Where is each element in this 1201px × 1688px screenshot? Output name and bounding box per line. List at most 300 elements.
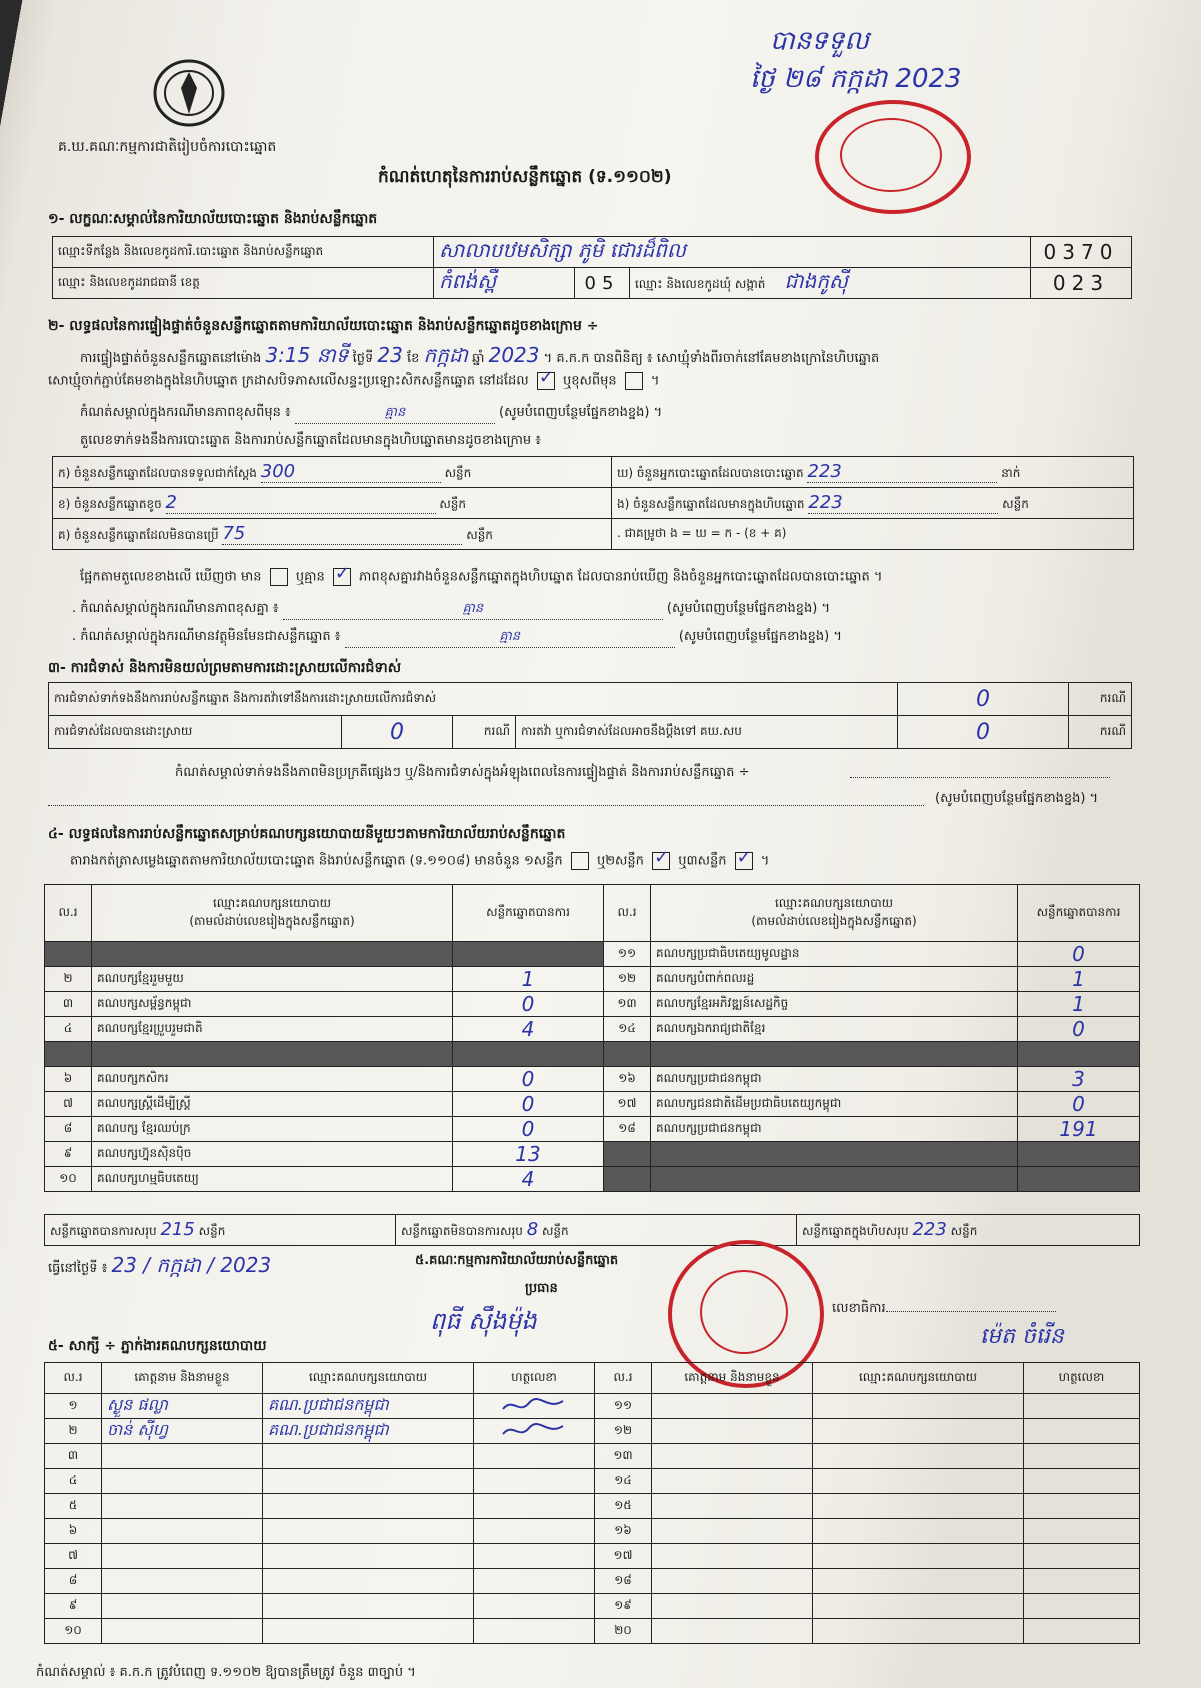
results-votes-left: 0 bbox=[453, 1092, 604, 1117]
results-votes-left: 0 bbox=[453, 1117, 604, 1142]
results-row bbox=[45, 942, 1140, 967]
witness-sign-right bbox=[1024, 1394, 1140, 1419]
remark3-line bbox=[72, 628, 842, 648]
witness-col-no-right: ល.រ bbox=[595, 1363, 652, 1394]
witness-sign-right bbox=[1024, 1544, 1140, 1569]
witness-no-right: ១៣ bbox=[595, 1444, 652, 1469]
total-valid-unit: សន្លឹក bbox=[198, 1224, 226, 1238]
witness-row bbox=[45, 1419, 1140, 1444]
results-party-left: គណបក្ស ខ្មែរឈប់ក្រ bbox=[92, 1117, 453, 1142]
results-col-votes-right: សន្លឹកឆ្នោតបានការ bbox=[1018, 885, 1140, 942]
results-votes-left bbox=[453, 942, 604, 967]
witness-col-name-right: គោត្តនាម និងនាមខ្លួន bbox=[652, 1363, 813, 1394]
verify-time: 3:15 នាទី bbox=[265, 343, 349, 367]
witness-name-right bbox=[652, 1594, 813, 1619]
results-no-right: ១៨ bbox=[604, 1117, 651, 1142]
note-line-1 bbox=[850, 777, 1110, 778]
witness-body bbox=[45, 1394, 1140, 1644]
results-row bbox=[45, 1142, 1140, 1167]
witness-party-right bbox=[813, 1394, 1024, 1419]
results-row bbox=[45, 1092, 1140, 1117]
results-col-party-left-sub: (តាមលំដាប់លេខរៀងក្នុងសន្លឹកឆ្នោត) bbox=[189, 914, 355, 928]
verify-line2-or: ឬខុសពីមុន bbox=[562, 373, 617, 389]
province-value: កំពង់ស្ពឺ bbox=[434, 268, 575, 299]
org-name: គ.ឃ.គណៈកម្មការជាតិរៀបចំការបោះឆ្នោត bbox=[58, 139, 277, 155]
results-votes-right: 0 bbox=[1018, 1017, 1140, 1042]
results-party-right bbox=[651, 1142, 1018, 1167]
witness-name-left bbox=[102, 1469, 263, 1494]
witness-name-right bbox=[652, 1569, 813, 1594]
witness-sign-left bbox=[474, 1544, 595, 1569]
province-code: 05 bbox=[575, 268, 630, 299]
verify-month-label: ខែ bbox=[406, 351, 420, 366]
results-col-no-left: ល.រ bbox=[45, 885, 92, 942]
results-party-right bbox=[651, 1167, 1018, 1192]
witness-name-left bbox=[102, 1594, 263, 1619]
verify-day-label: ថ្ងៃទី bbox=[352, 351, 374, 366]
witness-sign-right bbox=[1024, 1594, 1140, 1619]
count-c-value: 75 bbox=[222, 523, 462, 545]
remark1-value: គ្មាន bbox=[295, 404, 495, 424]
results-votes-right: 191 bbox=[1018, 1117, 1140, 1142]
total-invalid-unit: សន្លឹក bbox=[541, 1224, 569, 1238]
results-votes-right: 0 bbox=[1018, 1092, 1140, 1117]
remark3-hint: (សូមបំពេញបន្ថែមផ្នែកខាងខ្នង) ។ bbox=[678, 629, 842, 644]
results-no-right: ១១ bbox=[604, 942, 651, 967]
done-label: ធ្វើនៅថ្ងៃទី ៖ bbox=[48, 1261, 108, 1276]
results-votes-right: 0 bbox=[1018, 942, 1140, 967]
witness-name-right bbox=[652, 1544, 813, 1569]
copies-3-checkbox[interactable] bbox=[735, 852, 753, 870]
verify-line1 bbox=[80, 342, 879, 372]
total-valid: 215 bbox=[160, 1219, 195, 1240]
resolved-value: 0 bbox=[342, 716, 453, 749]
witness-party-left: គណ.ប្រជាជនកម្ពុជា bbox=[263, 1419, 474, 1444]
results-row bbox=[45, 967, 1140, 992]
witness-party-left bbox=[263, 1444, 474, 1469]
witness-name-right bbox=[652, 1494, 813, 1519]
results-body bbox=[45, 942, 1140, 1192]
remark2-label: . កំណត់សម្គាល់ក្នុងករណីមានភាពខុសគ្នា ៖ bbox=[72, 601, 279, 616]
witness-sign-left bbox=[474, 1394, 595, 1419]
copies-or2: ឬ២សន្លឹក bbox=[596, 853, 644, 869]
section3-heading: ៣- ការជំទាស់ និងការមិនយល់ព្រមតាមការដោះស្រាយលើការជំទាស់ bbox=[48, 660, 402, 676]
witness-name-left bbox=[102, 1569, 263, 1594]
results-party-right: គណបក្សឯករាជ្យជាតិខ្មែរ bbox=[651, 1017, 1018, 1042]
count-e-label: ង) ចំនួនសន្លឹកឆ្នោតដែលមានក្នុងហិបឆ្នោត bbox=[617, 497, 805, 511]
results-votes-left: 0 bbox=[453, 992, 604, 1017]
witness-no-right: ១៨ bbox=[595, 1569, 652, 1594]
committee-label: ៥.គណៈកម្មការការិយាល័យរាប់សន្លឹកឆ្នោត bbox=[415, 1253, 619, 1268]
results-no-left: ៩ bbox=[45, 1142, 92, 1167]
formula: . ជាគម្រូថា ង = ឃ = ក - (ខ + គ) bbox=[612, 519, 1134, 550]
appeal-value: 0 bbox=[898, 716, 1069, 749]
remark3-value: គ្មាន bbox=[345, 628, 675, 648]
count-d-cell bbox=[612, 457, 1134, 488]
section3-table bbox=[48, 682, 1132, 749]
results-votes-left: 4 bbox=[453, 1017, 604, 1042]
results-col-no-right: ល.រ bbox=[604, 885, 651, 942]
counts-table bbox=[52, 456, 1134, 550]
results-no-right bbox=[604, 1142, 651, 1167]
witness-row bbox=[45, 1519, 1140, 1544]
section5-heading: ៥- សាក្សី ÷ ភ្នាក់ងារគណបក្សនយោបាយ bbox=[48, 1338, 267, 1354]
witness-sign-left bbox=[474, 1519, 595, 1544]
witness-row bbox=[45, 1569, 1140, 1594]
results-row bbox=[45, 992, 1140, 1017]
results-no-left: ២ bbox=[45, 967, 92, 992]
count-c-unit: សន្លឹក bbox=[466, 528, 493, 542]
received-date: ថ្ងៃ ២៨ កក្កដា 2023 bbox=[750, 64, 962, 94]
results-party-left: គណបក្សសម្ព័ន្ធកម្ពុជា bbox=[92, 992, 453, 1017]
count-c-label: គ) ចំនួនសន្លឹកឆ្នោតដែលមិនបានប្រើ bbox=[58, 528, 219, 542]
results-party-left: គណបក្សស្ត្រីដើម្បីស្ត្រី bbox=[92, 1092, 453, 1117]
witness-name-right bbox=[652, 1394, 813, 1419]
witness-name-left: ស្ងួន ផល្លា bbox=[102, 1394, 263, 1419]
witness-party-right bbox=[813, 1419, 1024, 1444]
results-no-left: ៧ bbox=[45, 1092, 92, 1117]
done-line bbox=[48, 1252, 271, 1282]
appeal-label: ការតវ៉ា ឬការជំទាស់ដែលអាចនឹងប្តឹងទៅ គឃ.សប bbox=[516, 716, 898, 749]
witness-no-right: ១៥ bbox=[595, 1494, 652, 1519]
count-b-label: ខ) ចំនួនសន្លឹកឆ្នោតខូច bbox=[58, 497, 162, 511]
witness-no-left: ៦ bbox=[45, 1519, 102, 1544]
total-box-cell bbox=[797, 1215, 1140, 1246]
witness-sign-right bbox=[1024, 1469, 1140, 1494]
remark1-hint: (សូមបំពេញបន្ថែមផ្នែកខាងខ្នង) ។ bbox=[499, 405, 663, 420]
section3-note-hint: (សូមបំពេញបន្ថែមផ្នែកខាងខ្នង) ។ bbox=[935, 791, 1099, 806]
witness-sign-left bbox=[474, 1444, 595, 1469]
witness-party-left bbox=[263, 1494, 474, 1519]
witness-name-right bbox=[652, 1619, 813, 1644]
results-votes-left bbox=[453, 1042, 604, 1067]
count-a-label: ក) ចំនួនសន្លឹកឆ្នោតដែលបានទទួលជាក់ស្តែង bbox=[58, 466, 257, 480]
witness-name-left bbox=[102, 1544, 263, 1569]
total-invalid-label: សន្លឹកឆ្នោតមិនបានការសរុប bbox=[401, 1224, 523, 1238]
witness-no-left: ១ bbox=[45, 1394, 102, 1419]
results-party-right: គណបក្សខ្មែរអភិវឌ្ឍន៍សេដ្ឋកិច្ច bbox=[651, 992, 1018, 1017]
results-party-left bbox=[92, 942, 453, 967]
witness-sign-right bbox=[1024, 1519, 1140, 1544]
totals-table bbox=[44, 1214, 1140, 1246]
witness-party-right bbox=[813, 1494, 1024, 1519]
results-votes-right bbox=[1018, 1142, 1140, 1167]
results-votes-right: 1 bbox=[1018, 967, 1140, 992]
count-e-cell bbox=[612, 488, 1134, 519]
remark3-label: . កំណត់សម្គាល់ក្នុងករណីមានវត្ថុមិនមែនជាសន្លឹកឆ្នោត ៖ bbox=[72, 629, 341, 644]
count-a-unit: សន្លឹក bbox=[444, 466, 472, 480]
has-diff-checkbox[interactable] bbox=[270, 568, 288, 586]
compare-line bbox=[80, 568, 882, 588]
count-e-unit: សន្លឹក bbox=[1002, 497, 1029, 511]
section4-heading: ៤- លទ្ធផលនៃការរាប់សន្លឹកឆ្នោតសម្រាប់គណបក្សនយោបាយនីមួយៗតាមការិយាល័យរាប់សន្លឹកឆ្នោត bbox=[48, 826, 566, 842]
section1-heading: ១- លក្ខណៈសម្គាល់នៃការិយាល័យបោះឆ្នោត និងរាប់សន្លឹកឆ្នោត bbox=[48, 211, 378, 227]
results-col-party-left-title: ឈ្មោះគណបក្សនយោបាយ bbox=[212, 896, 332, 910]
total-invalid: 8 bbox=[526, 1219, 539, 1240]
witness-no-right: ២០ bbox=[595, 1619, 652, 1644]
count-d-value: 223 bbox=[807, 461, 997, 483]
witness-party-left bbox=[263, 1619, 474, 1644]
witness-name-right bbox=[652, 1519, 813, 1544]
results-col-party-right bbox=[651, 885, 1018, 942]
compare-pre: ផ្អែកតាមតួលេខខាងលើ ឃើញថា មាន bbox=[80, 569, 262, 585]
witness-party-left bbox=[263, 1594, 474, 1619]
count-b-value: 2 bbox=[166, 492, 436, 514]
remark2-line bbox=[72, 600, 830, 620]
witness-row bbox=[45, 1619, 1140, 1644]
witness-table bbox=[44, 1362, 1140, 1644]
results-votes-right bbox=[1018, 1042, 1140, 1067]
resolved-label: ការជំទាស់ដែលបានដោះស្រាយ bbox=[49, 716, 342, 749]
results-no-left: ៨ bbox=[45, 1117, 92, 1142]
results-row bbox=[45, 1067, 1140, 1092]
copies-2-checkbox[interactable] bbox=[652, 852, 670, 870]
count-c-cell bbox=[53, 519, 612, 550]
results-votes-left: 0 bbox=[453, 1067, 604, 1092]
appeal-unit: ករណី bbox=[1069, 716, 1132, 749]
witness-row bbox=[45, 1594, 1140, 1619]
objection-value: 0 bbox=[898, 683, 1069, 716]
verify-year-label: ឆ្នាំ bbox=[472, 351, 485, 366]
results-row bbox=[45, 1017, 1140, 1042]
results-party-right: គណបក្សបំពាក់ពលរដ្ឋ bbox=[651, 967, 1018, 992]
witness-row bbox=[45, 1469, 1140, 1494]
results-no-left: ១០ bbox=[45, 1167, 92, 1192]
results-row bbox=[45, 1042, 1140, 1067]
results-no-right: ១៣ bbox=[604, 992, 651, 1017]
results-no-right bbox=[604, 1042, 651, 1067]
results-votes-right: 1 bbox=[1018, 992, 1140, 1017]
results-row bbox=[45, 1117, 1140, 1142]
results-votes-left: 4 bbox=[453, 1167, 604, 1192]
witness-party-left bbox=[263, 1469, 474, 1494]
witness-sign-left bbox=[474, 1594, 595, 1619]
results-no-right: ១៤ bbox=[604, 1017, 651, 1042]
witness-no-right: ១១ bbox=[595, 1394, 652, 1419]
total-box-label: សន្លឹកឆ្នោតក្នុងហិបសរុប bbox=[802, 1224, 909, 1238]
witness-party-right bbox=[813, 1469, 1024, 1494]
results-no-right bbox=[604, 1167, 651, 1192]
witness-col-name-left: គោត្តនាម និងនាមខ្លួន bbox=[102, 1363, 263, 1394]
verify-line1-post: ។ គ.ក.ក បានពិនិត្យ ៖ សោឃ្មុំទាំងពីរចាក់នៅគែមខាងក្រោនៃហិបឆ្នោត bbox=[543, 351, 880, 366]
results-no-right: ១៦ bbox=[604, 1067, 651, 1092]
results-votes-left: 13 bbox=[453, 1142, 604, 1167]
remark2-hint: (សូមបំពេញបន្ថែមផ្នែកខាងខ្នង) ។ bbox=[666, 601, 831, 616]
count-d-unit: នាក់ bbox=[1001, 466, 1021, 480]
witness-sign-left bbox=[474, 1494, 595, 1519]
chair-label: ប្រធាន bbox=[525, 1281, 558, 1296]
verify-line2-text: សោឃ្មុំចាក់ភ្ជាប់គែមខាងក្នុងនៃហិបឆ្នោត ក្រដាសបិទភាសលើសន្ទះប្រឡោះសិកសន្លឹកឆ្នោត នៅដដែល bbox=[48, 373, 529, 389]
witness-col-sign-right: ហត្ថលេខា bbox=[1024, 1363, 1140, 1394]
witness-party-right bbox=[813, 1519, 1024, 1544]
no-diff-checkbox[interactable] bbox=[333, 568, 351, 586]
office-value: សាលាបឋមសិក្សា ភូមិ ជោរដ៏ពិល bbox=[434, 237, 1031, 268]
witness-col-sign-left: ហត្ថលេខា bbox=[474, 1363, 595, 1394]
witness-party-left bbox=[263, 1569, 474, 1594]
results-col-party-right-sub: (តាមលំដាប់លេខរៀងក្នុងសន្លឹកឆ្នោត) bbox=[751, 914, 917, 928]
witness-name-right bbox=[652, 1419, 813, 1444]
count-b-unit: សន្លឹក bbox=[439, 497, 467, 511]
witness-no-left: ៩ bbox=[45, 1594, 102, 1619]
witness-name-left bbox=[102, 1444, 263, 1469]
results-party-left: គណបក្សហ្វ៊ុនស៊ិនប៉ិច bbox=[92, 1142, 453, 1167]
chair-name: ពុធី ស៊ឹងម៉ុង bbox=[430, 1307, 537, 1335]
footer-note: កំណត់សម្គាល់ ៖ គ.ក.ក ត្រូវបំពេញ ទ.១១០២ ឱ្យបានត្រឹមត្រូវ ចំនួន ៣ច្បាប់ ។ bbox=[36, 1665, 416, 1680]
witness-row bbox=[45, 1444, 1140, 1469]
verify-line1-pre: ការផ្ទៀងផ្ទាត់ចំនួនសន្លឹកឆ្នោតនៅម៉ោង bbox=[80, 351, 262, 366]
signature-mark bbox=[499, 1420, 569, 1440]
results-party-left: គណបក្សហម្មធិបតេយ្យ bbox=[92, 1167, 453, 1192]
results-votes-right: 3 bbox=[1018, 1067, 1140, 1092]
witness-no-left: ៥ bbox=[45, 1494, 102, 1519]
results-party-right: គណបក្សប្រជាជនកម្ពុជា bbox=[651, 1067, 1018, 1092]
witness-col-party-left: ឈ្មោះគណបក្សនយោបាយ bbox=[263, 1363, 474, 1394]
section1-table bbox=[52, 236, 1132, 299]
copies-line: តារាងកត់ត្រាសម្លេងឆ្នោតតាមការិយាល័យបោះឆ្នោត និងរាប់សន្លឹកឆ្នោត (ទ.១១០៨) មានចំនួន ១សន្លឹក ឬ២សន្លឹក ✓ ឬ៣សន្លឹក ✓ ។ bbox=[70, 852, 769, 872]
witness-row bbox=[45, 1494, 1140, 1519]
witness-party-right bbox=[813, 1594, 1024, 1619]
results-table bbox=[44, 884, 1140, 1192]
office-code: 0370 bbox=[1031, 237, 1132, 268]
witness-sign-left bbox=[474, 1569, 595, 1594]
secretary-line bbox=[832, 1300, 1056, 1319]
same-checkbox[interactable] bbox=[537, 372, 555, 390]
resolved-unit: ករណី bbox=[453, 716, 516, 749]
results-no-left: ៦ bbox=[45, 1067, 92, 1092]
witness-sign-left bbox=[474, 1469, 595, 1494]
results-votes-left: 1 bbox=[453, 967, 604, 992]
commune-label: ឈ្មោះ និងលេខកូដឃុំ សង្កាត់ bbox=[635, 277, 766, 291]
signature-mark bbox=[499, 1395, 569, 1415]
witness-no-left: ៤ bbox=[45, 1469, 102, 1494]
witness-name-left bbox=[102, 1619, 263, 1644]
remark1-label: កំណត់សម្គាល់ក្នុងករណីមានភាពខុសពីមុន ៖ bbox=[80, 405, 291, 420]
objection-label: ការជំទាស់ទាក់ទងនឹងការរាប់សន្លឹកឆ្នោត និងការតវ៉ាទៅនឹងការដោះស្រាយលើការជំទាស់ bbox=[49, 683, 898, 716]
results-party-left bbox=[92, 1042, 453, 1067]
witness-name-left bbox=[102, 1494, 263, 1519]
remark1-line bbox=[80, 404, 662, 424]
results-no-right: ១៧ bbox=[604, 1092, 651, 1117]
witness-name-left bbox=[102, 1519, 263, 1544]
objection-unit: ករណី bbox=[1069, 683, 1132, 716]
witness-sign-right bbox=[1024, 1419, 1140, 1444]
witness-sign-right bbox=[1024, 1569, 1140, 1594]
results-no-left: ៤ bbox=[45, 1017, 92, 1042]
witness-no-right: ១៦ bbox=[595, 1519, 652, 1544]
count-d-label: ឃ) ចំនួនអ្នកបោះឆ្នោតដែលបានបោះឆ្នោត bbox=[617, 466, 804, 480]
witness-name-left: ចាន់ ស៊ីហ្វ bbox=[102, 1419, 263, 1444]
commune-cell bbox=[630, 268, 1031, 299]
results-party-left: គណបក្សខ្មែរប្រួបរួមជាតិ bbox=[92, 1017, 453, 1042]
results-party-left: គណបក្សកសិករ bbox=[92, 1067, 453, 1092]
witness-col-no-left: ល.រ bbox=[45, 1363, 102, 1394]
verify-line2: សោឃ្មុំចាក់ភ្ជាប់គែមខាងក្នុងនៃហិបឆ្នោត ក្រដាសបិទភាសលើសន្ទះប្រឡោះសិកសន្លឹកឆ្នោត នៅដដែល ✓ ឬខុសពីមុន ។ bbox=[48, 372, 659, 392]
witness-party-left bbox=[263, 1519, 474, 1544]
witness-no-left: ៧ bbox=[45, 1544, 102, 1569]
witness-no-left: ៣ bbox=[45, 1444, 102, 1469]
copies-1-checkbox[interactable] bbox=[571, 852, 589, 870]
total-valid-cell bbox=[45, 1215, 396, 1246]
witness-sign-left bbox=[474, 1419, 595, 1444]
witness-party-right bbox=[813, 1569, 1024, 1594]
witness-sign-right bbox=[1024, 1494, 1140, 1519]
witness-party-left: គណ.ប្រជាជនកម្ពុជា bbox=[263, 1394, 474, 1419]
count-b-cell bbox=[53, 488, 612, 519]
done-date: 23 / កក្កដា / 2023 bbox=[111, 1253, 272, 1277]
results-party-left: គណបក្សខ្មែររួមមួយ bbox=[92, 967, 453, 992]
different-checkbox[interactable] bbox=[625, 372, 643, 390]
witness-row bbox=[45, 1544, 1140, 1569]
results-no-left bbox=[45, 942, 92, 967]
commune-code: 023 bbox=[1031, 268, 1132, 299]
witness-name-right bbox=[652, 1444, 813, 1469]
witness-row bbox=[45, 1394, 1140, 1419]
witness-no-right: ១២ bbox=[595, 1419, 652, 1444]
witness-party-right bbox=[813, 1619, 1024, 1644]
secretary-name: ម៉េត ចំរើន bbox=[980, 1324, 1064, 1349]
province-label: ឈ្មោះ និងលេខកូដរាជធានី ខេត្ត bbox=[53, 268, 434, 299]
results-party-right: គណបក្សប្រជាជនកម្ពុជា bbox=[651, 1117, 1018, 1142]
results-col-party-right-title: ឈ្មោះគណបក្សនយោបាយ bbox=[774, 896, 894, 910]
count-a-value: 300 bbox=[261, 461, 441, 483]
witness-sign-right bbox=[1024, 1619, 1140, 1644]
witness-sign-left bbox=[474, 1619, 595, 1644]
witness-name-right bbox=[652, 1469, 813, 1494]
results-col-votes-left: សន្លឹកឆ្នោតបានការ bbox=[453, 885, 604, 942]
witness-no-left: ៨ bbox=[45, 1569, 102, 1594]
total-valid-label: សន្លឹកឆ្នោតបានការសរុប bbox=[50, 1224, 157, 1238]
section3-note: កំណត់សម្គាល់ទាក់ទងនឹងភាពមិនប្រក្រតីផ្សេងៗ ឬ/និងការជំទាស់ក្នុងអំឡុងពេលនៃការផ្ទៀងផ្ទាត់ និងការរាប់សន្លឹកឆ្នោត ÷ bbox=[175, 765, 750, 780]
commune-value: ជាងកូស៊ី bbox=[784, 269, 848, 293]
received-note: បានទទួល bbox=[770, 26, 870, 56]
witness-party-left bbox=[263, 1544, 474, 1569]
results-row bbox=[45, 1167, 1140, 1192]
verify-day: 23 bbox=[377, 343, 403, 367]
remark2-value: គ្មាន bbox=[283, 600, 663, 620]
compare-or: ឬគ្មាន bbox=[295, 569, 325, 585]
total-box: 223 bbox=[912, 1219, 947, 1240]
results-no-right: ១២ bbox=[604, 967, 651, 992]
witness-no-right: ១៤ bbox=[595, 1469, 652, 1494]
section2-heading: ២- លទ្ធផលនៃការផ្ទៀងផ្ទាត់ចំនួនសន្លឹកឆ្នោតតាមការិយាល័យបោះឆ្នោត និងរាប់សន្លឹកឆ្នោតដូចខាងក្រោម ÷ bbox=[48, 318, 599, 334]
copies-text: តារាងកត់ត្រាសម្លេងឆ្នោតតាមការិយាល័យបោះឆ្នោត និងរាប់សន្លឹកឆ្នោត (ទ.១១០៨) មានចំនួន ១សន្លឹក bbox=[70, 853, 563, 869]
witness-no-right: ១៧ bbox=[595, 1544, 652, 1569]
verify-month: កក្កដា bbox=[423, 343, 468, 367]
results-no-left: ៣ bbox=[45, 992, 92, 1017]
witness-col-party-right: ឈ្មោះគណបក្សនយោបាយ bbox=[813, 1363, 1024, 1394]
results-party-right: គណបក្សប្រជាធិបតេយ្យមូលដ្ឋាន bbox=[651, 942, 1018, 967]
secretary-label: លេខាធិការ bbox=[832, 1301, 886, 1316]
witness-no-right: ១៩ bbox=[595, 1594, 652, 1619]
copies-or3: ឬ៣សន្លឹក bbox=[678, 853, 727, 869]
committee-stamp-inner bbox=[700, 1270, 788, 1354]
compare-post: ភាពខុសគ្នារវាងចំនួនសន្លឹកឆ្នោតក្នុងហិបឆ្នោត ដែលបានរាប់ឃើញ និងចំនួនអ្នកបោះឆ្នោតដែលបានបោះឆ្នោត ។ bbox=[359, 569, 883, 585]
received-stamp-inner bbox=[840, 118, 942, 192]
office-label: ឈ្មោះទីកន្លែង និងលេខកូដការិ.បោះឆ្នោត និងរាប់សន្លឹកឆ្នោត bbox=[53, 237, 434, 268]
results-votes-right bbox=[1018, 1167, 1140, 1192]
count-a-cell bbox=[53, 457, 612, 488]
verify-year: 2023 bbox=[488, 343, 540, 367]
note-line-2 bbox=[48, 805, 924, 806]
results-party-right bbox=[651, 1042, 1018, 1067]
results-col-party-left bbox=[92, 885, 453, 942]
witness-no-left: ១០ bbox=[45, 1619, 102, 1644]
results-party-right: គណបក្សជនជាតិដើមប្រជាធិបតេយ្យកម្ពុជា bbox=[651, 1092, 1018, 1117]
witness-party-right bbox=[813, 1544, 1024, 1569]
page-title: កំណត់ហេតុនៃការរាប់សន្លឹកឆ្នោត (ទ.១១០២) bbox=[378, 167, 672, 187]
witness-party-right bbox=[813, 1444, 1024, 1469]
counts-intro: តួលេខទាក់ទងនឹងការបោះឆ្នោត និងការរាប់សន្លឹកឆ្នោតដែលមានក្នុងហិបឆ្នោតមានដូចខាងក្រោម ៖ bbox=[80, 433, 541, 448]
